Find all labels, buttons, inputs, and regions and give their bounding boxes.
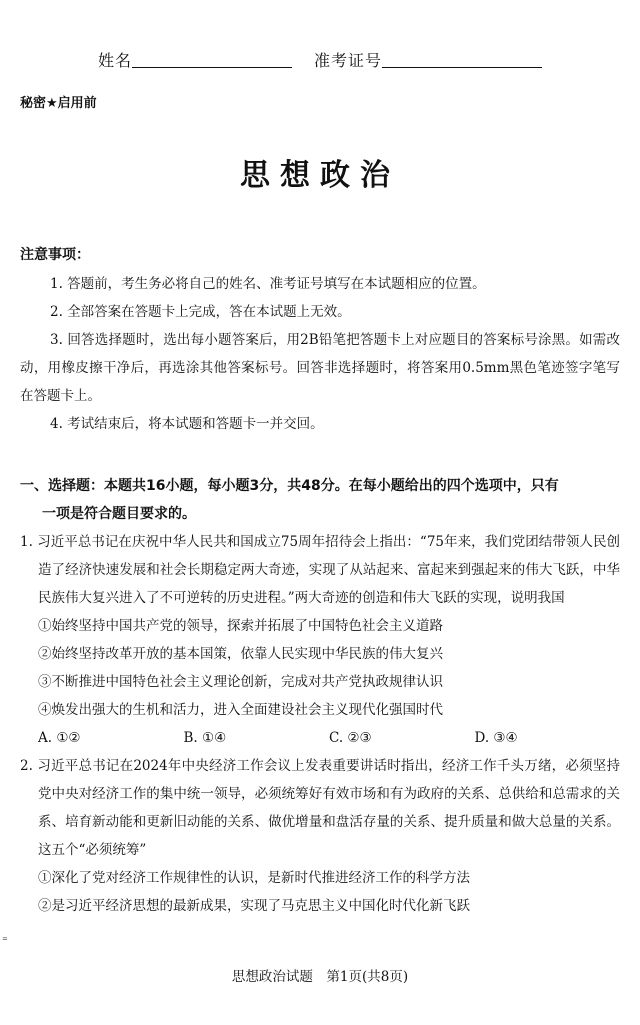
note-item: 1. 答题前，考生务必将自己的姓名、准考证号填写在本试题相应的位置。 (50, 276, 486, 292)
exam-id-field[interactable] (314, 48, 542, 71)
question-stem: 1. 习近平总书记在庆祝中华人民共和国成立75周年招待会上指出：“75年来，我们党团结带领人民创造了经济快速发展和社会长期稳定两大奇迹，实现了从站起来、富起来到强起来的伟大飞跃，中华民族伟大复兴进入了不可逆转的历史进程。”两大奇迹的创造和伟大飞跃的实现，说明我国 (20, 534, 620, 606)
question-option: ①始终坚持中国共产党的领导，探索并拓展了中国特色社会主义道路 (38, 618, 443, 634)
note-item: 2. 全部答案在答题卡上完成，答在本试题上无效。 (50, 304, 351, 320)
question-2 (20, 752, 620, 920)
note-item: 3. 回答选择题时，选出每小题答案后，用2B铅笔把答题卡上对应题目的答案标号涂黑。如需改动，用橡皮擦干净后，再选涂其他答案标号。回答非选择题时，将答案用0.5mm黑色笔迹签字笔写在答题卡上。 (20, 332, 620, 404)
notes-list (20, 270, 620, 438)
name-blank[interactable] (132, 67, 292, 68)
question-list (20, 528, 620, 920)
question-option: ④焕发出强大的生机和活力，进入全面建设社会主义现代化强国时代 (38, 702, 443, 718)
question-1 (20, 528, 620, 752)
section-heading-line: 一、选择题：本题共16小题，每小题3分，共48分。在每小题给出的四个选项中，只有 (20, 478, 559, 494)
choice-c: C. ②③ (329, 730, 372, 746)
secret-mark: 秘密★启用前 (20, 96, 97, 111)
question-stem: 2. 习近平总书记在2024年中央经济工作会议上发表重要讲话时指出，经济工作千头万绪，必须坚持党中央对经济工作的集中统一领导，必须统筹好有效市场和有为政府的关系、总供给和总需求的关系、培育新动能和更新旧动能的关系、做优增量和盘活存量的关系、提升质量和做大总量的关系。这五个“必须统筹” (20, 758, 620, 858)
page-title: 思想政治 (240, 158, 400, 193)
exam-id-label: 准考证号 (314, 51, 383, 70)
section-heading-line: 一项是符合题目要求的。 (42, 506, 196, 522)
question-option: ①深化了党对经济工作规律性的认识，是新时代推进经济工作的科学方法 (38, 870, 470, 886)
answer-choices (20, 724, 620, 752)
choice-d: D. ③④ (474, 730, 518, 746)
exam-id-blank[interactable] (382, 67, 542, 68)
choice-a: A. ①② (38, 730, 81, 746)
name-label: 姓名 (97, 51, 132, 70)
notes-heading: 注意事项： (20, 247, 90, 263)
question-option: ②始终坚持改革开放的基本国策，依靠人民实现中华民族的伟大复兴 (38, 646, 443, 662)
choice-b: B. ①④ (183, 730, 227, 746)
page-footer: 思想政治试题 第1页(共8页) (231, 969, 409, 985)
candidate-info-header (0, 48, 640, 71)
question-option: ②是习近平经济思想的最新成果，实现了马克思主义中国化时代化新飞跃 (38, 898, 470, 914)
name-field[interactable] (98, 48, 292, 71)
question-option: ③不断推进中国特色社会主义理论创新，完成对共产党执政规律认识 (38, 674, 443, 690)
section-heading (20, 472, 620, 528)
note-item: 4. 考试结束后，将本试题和答题卡一并交回。 (50, 416, 324, 432)
margin-mark: = (2, 935, 8, 943)
